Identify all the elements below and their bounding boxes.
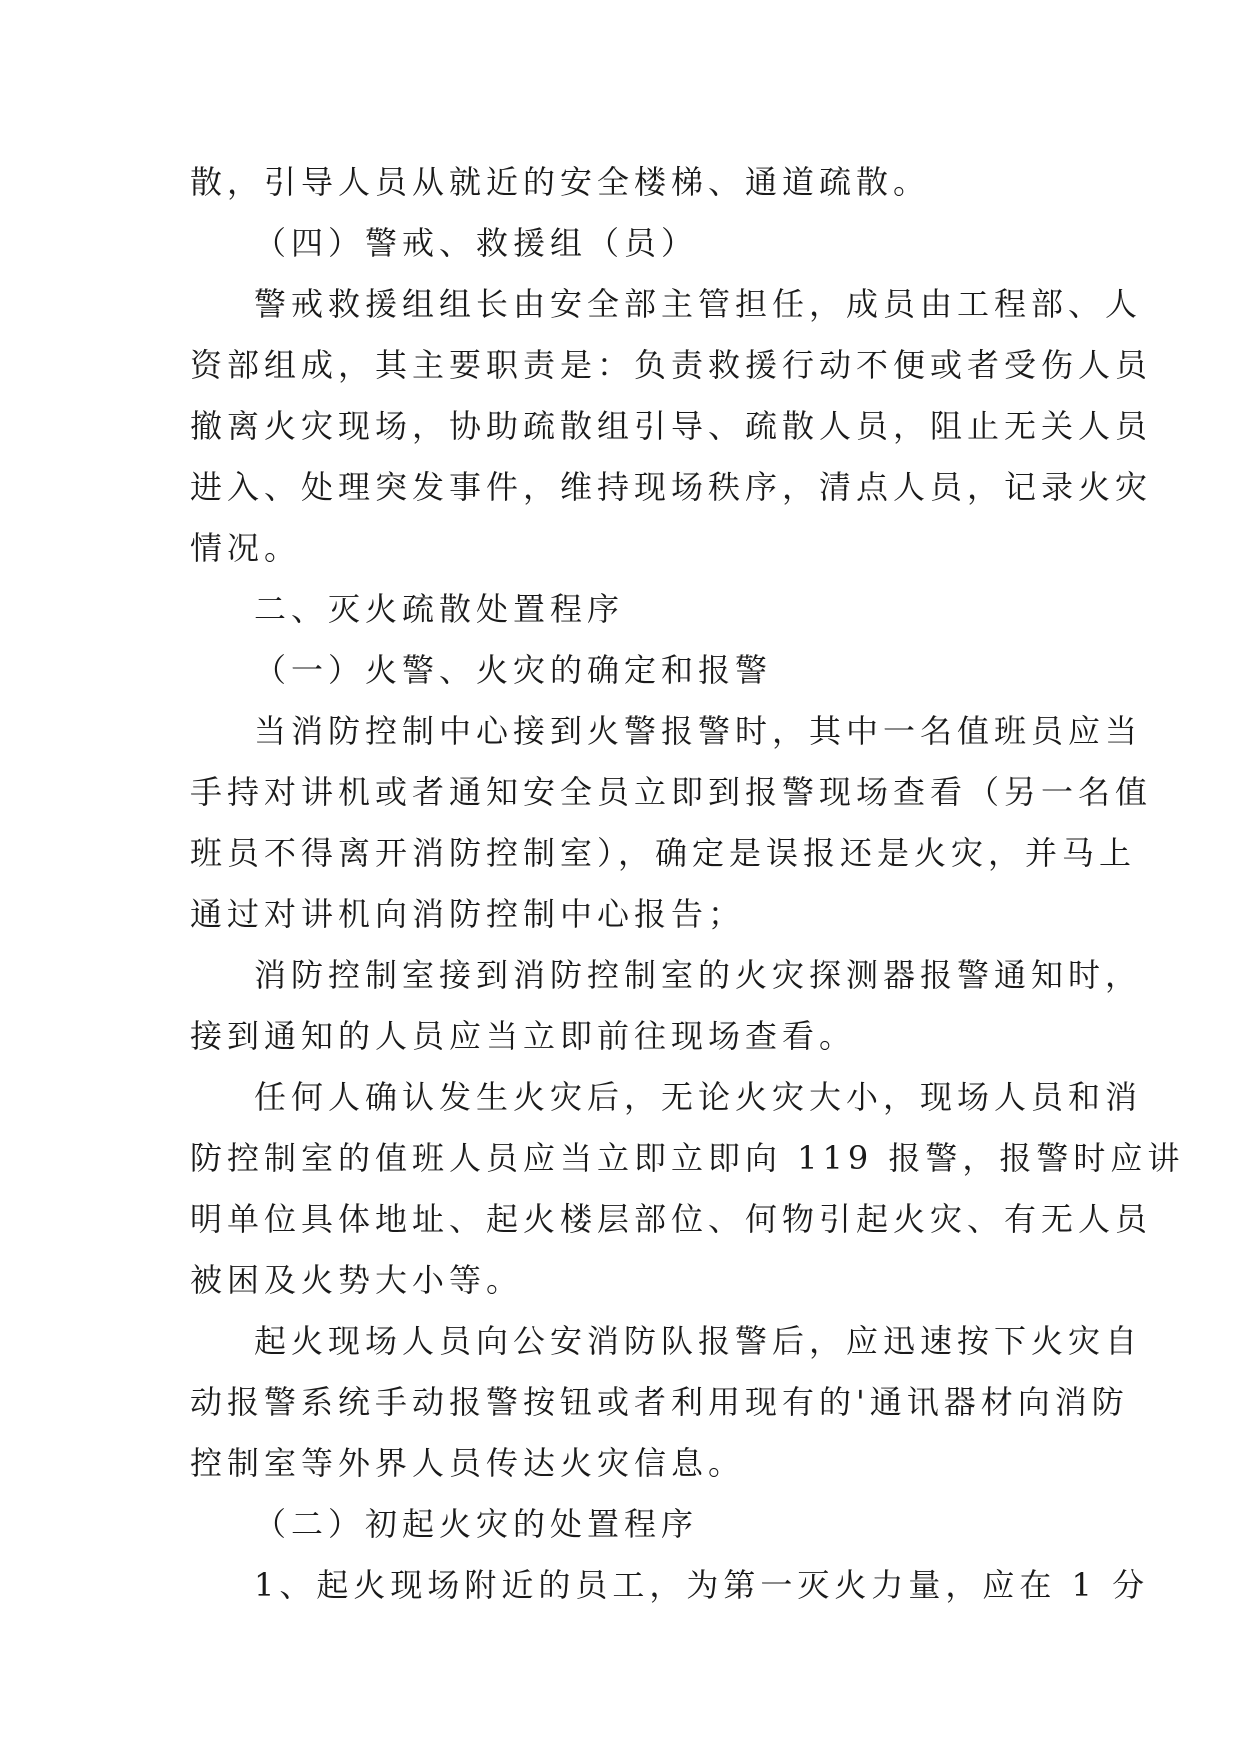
paragraph-line: 接到通知的人员应当立即前往现场查看。 — [190, 1017, 857, 1055]
paragraph-line: 资部组成，其主要职责是：负责救援行动不便或者受伤人员 — [190, 346, 1153, 384]
document-body — [190, 152, 1185, 1616]
paragraph-line: 通过对讲机向消防控制中心报告； — [190, 895, 746, 933]
paragraph-line: 防控制室的值班人员应当立即立即向 119 报警，报警时应讲 — [190, 1139, 1185, 1177]
paragraph-line: 当消防控制中心接到火警报警时，其中一名值班员应当 — [254, 712, 1143, 750]
paragraph-line: 散，引导人员从就近的安全楼梯、通道疏散。 — [190, 163, 931, 201]
paragraph-line: 控制室等外界人员传达火灾信息。 — [190, 1444, 746, 1482]
paragraph-line: 撤离火灾现场，协助疏散组引导、疏散人员，阻止无关人员 — [190, 407, 1153, 445]
paragraph-line: 消防控制室接到消防控制室的火灾探测器报警通知时， — [254, 956, 1143, 994]
paragraph-line: 进入、处理突发事件，维持现场秩序，清点人员，记录火灾 — [190, 468, 1153, 506]
section-heading-line: （四）警戒、救援组（员） — [254, 224, 699, 262]
section-heading-line: （一）火警、火灾的确定和报警 — [254, 651, 773, 689]
paragraph-line: 明单位具体地址、起火楼层部位、何物引起火灾、有无人员 — [190, 1200, 1153, 1238]
section-heading-line: 二、灭火疏散处置程序 — [254, 590, 625, 628]
paragraph-line: 起火现场人员向公安消防队报警后，应迅速按下火灾自 — [254, 1322, 1143, 1360]
paragraph-line: 被困及火势大小等。 — [190, 1261, 524, 1299]
section-heading-line: （二）初起火灾的处置程序 — [254, 1505, 699, 1543]
paragraph-line: 班员不得离开消防控制室），确定是误报还是火灾，并马上 — [190, 834, 1137, 872]
paragraph-line: 警戒救援组组长由安全部主管担任，成员由工程部、人 — [254, 285, 1143, 323]
paragraph-line: 手持对讲机或者通知安全员立即到报警现场查看（另一名值 — [190, 773, 1153, 811]
paragraph-line: 1、起火现场附近的员工，为第一灭火力量，应在 1 分 — [254, 1566, 1150, 1604]
paragraph-line: 任何人确认发生火灾后，无论火灾大小，现场人员和消 — [254, 1078, 1143, 1116]
paragraph-line: 情况。 — [190, 529, 302, 567]
paragraph-line: 动报警系统手动报警按钮或者利用现有的'通讯器材向消防 — [190, 1383, 1129, 1421]
